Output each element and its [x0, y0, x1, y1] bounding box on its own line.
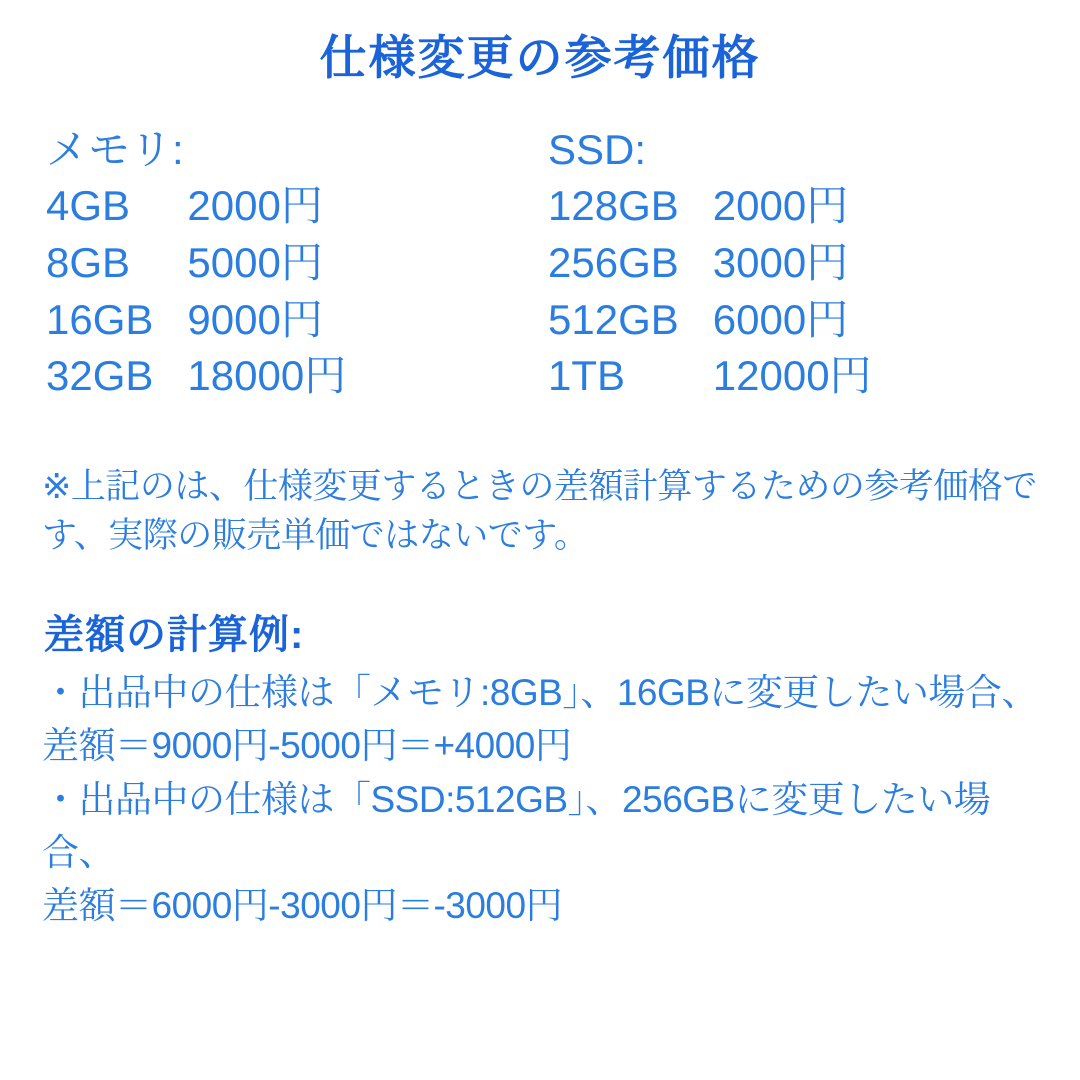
price-note: ※上記のは、仕様変更するときの差額計算するための参考価格です、実際の販売単価ではないです。 — [42, 466, 1037, 556]
example-body — [42, 666, 1038, 932]
memory-price: 9000円 — [187, 295, 323, 343]
memory-capacity: 8GB — [46, 239, 131, 287]
memory-capacity: 16GB — [46, 295, 154, 343]
ssd-capacity: 512GB — [548, 295, 679, 343]
table-row — [46, 292, 346, 349]
memory-capacity: 32GB — [46, 352, 154, 400]
table-row — [548, 178, 872, 235]
ssd-price: 2000円 — [712, 182, 849, 230]
memory-price: 5000円 — [187, 239, 323, 287]
ssd-heading: SSD: — [548, 125, 647, 173]
table-row — [46, 178, 346, 235]
memory-capacity: 4GB — [46, 182, 131, 230]
spec-price-tables — [0, 122, 1080, 422]
table-row — [548, 235, 872, 292]
example-line: 差額＝6000円-3000円＝-3000円 — [42, 885, 563, 927]
memory-price-column — [46, 122, 346, 405]
memory-heading: メモリ: — [46, 125, 184, 173]
memory-price: 2000円 — [187, 182, 323, 230]
table-row — [548, 292, 872, 349]
ssd-capacity: 128GB — [548, 182, 679, 230]
ssd-price: 12000円 — [712, 352, 872, 400]
table-row — [46, 235, 346, 292]
table-row — [548, 348, 872, 405]
ssd-capacity: 1TB — [548, 352, 626, 400]
memory-price-table — [46, 178, 346, 405]
example-heading: 差額の計算例: — [44, 613, 305, 658]
example-line: 差額＝9000円-5000円＝+4000円 — [42, 725, 572, 767]
example-line: ・出品中の仕様は「メモリ:8GB」、16GBに変更したい場合、 — [42, 672, 1038, 714]
page-title: 仕様変更の参考価格 — [319, 31, 761, 84]
ssd-price-column — [548, 122, 872, 405]
ssd-price: 3000円 — [712, 239, 849, 287]
ssd-price: 6000円 — [712, 295, 849, 343]
table-row — [46, 348, 346, 405]
example-line: ・出品中の仕様は「SSD:512GB」、256GBに変更したい場合、 — [42, 778, 991, 873]
ssd-capacity: 256GB — [548, 239, 679, 287]
memory-price: 18000円 — [187, 352, 347, 400]
ssd-price-table — [548, 178, 872, 405]
